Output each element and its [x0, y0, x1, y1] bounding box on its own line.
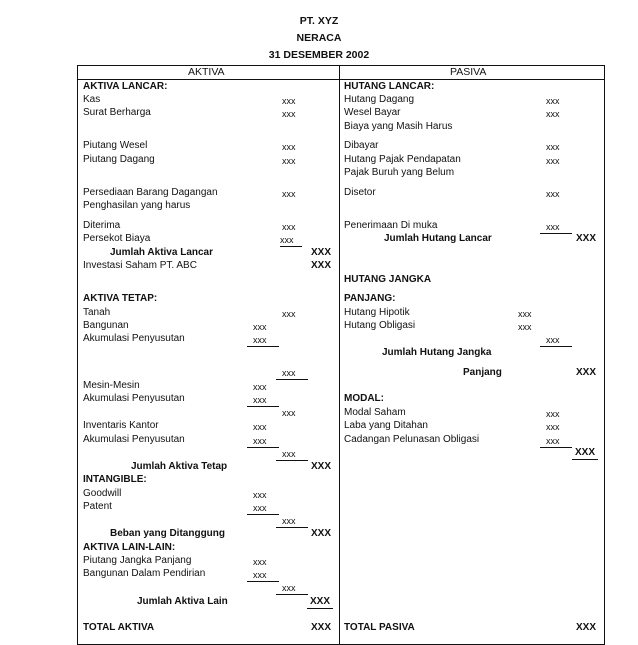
piutang-dagang-amount: xxx — [282, 156, 296, 166]
bangunan-label: Bangunan — [83, 320, 129, 331]
modal-saham-label: Modal Saham — [344, 407, 406, 418]
cadangan-amount: xxx — [540, 435, 572, 448]
laba-ditahan-amount: xxx — [546, 422, 560, 432]
goodwill-amount: xxx — [253, 490, 267, 500]
piutang-wesel-amount: xxx — [282, 142, 296, 152]
laba-ditahan-label: Laba yang Ditahan — [344, 420, 428, 431]
beban-label: Beban yang Ditanggung — [110, 528, 225, 539]
intangible-net-amount: xxx — [276, 515, 308, 528]
dibayar-label: Dibayar — [344, 140, 379, 151]
akumulasi-3-amount: xxx — [247, 435, 279, 448]
hutang-jangka-heading-2: PANJANG: — [344, 293, 396, 304]
inventaris-net-amount: xxx — [276, 448, 308, 461]
persediaan-label: Persediaan Barang Dagangan — [83, 187, 218, 198]
akumulasi-3-label: Akumulasi Penyusutan — [83, 434, 185, 445]
jumlah-hutang-jangka-label-1: Jumlah Hutang Jangka — [382, 347, 492, 358]
company-name: PT. XYZ — [299, 15, 339, 27]
piutang-wesel-label: Piutang Wesel — [83, 140, 148, 151]
modal-saham-amount: xxx — [546, 409, 560, 419]
surat-berharga-label: Surat Berharga — [83, 107, 151, 118]
tanah-label: Tanah — [83, 307, 111, 318]
hutang-obligasi-amount: xxx — [518, 322, 532, 332]
report-date: 31 DESEMBER 2002 — [268, 49, 370, 61]
hutang-dagang-amount: xxx — [546, 96, 560, 106]
inventaris-amount: xxx — [253, 422, 267, 432]
aktiva-lain-net-amount: xxx — [276, 582, 308, 595]
hutang-hipotik-amount: xxx — [518, 309, 532, 319]
akumulasi-1-label: Akumulasi Penyusutan — [83, 333, 185, 344]
wesel-bayar-label: Wesel Bayar — [344, 107, 401, 118]
dibayar-amount: xxx — [546, 142, 560, 152]
kas-amount: xxx — [282, 96, 296, 106]
piutang-dagang-label: Piutang Dagang — [83, 154, 155, 165]
bangunan-pendirian-label: Bangunan Dalam Pendirian — [83, 568, 206, 579]
column-divider — [339, 65, 340, 645]
jumlah-hutang-jangka-amount: XXX — [576, 367, 597, 378]
hutang-pajak-label: Hutang Pajak Pendapatan — [344, 154, 461, 165]
beban-amount: XXX — [311, 528, 332, 539]
penerimaan-label: Penerimaan Di muka — [344, 220, 438, 231]
persediaan-amount: xxx — [282, 189, 296, 199]
mesin-net-amount: xxx — [282, 408, 296, 418]
akumulasi-2-amount: xxx — [247, 394, 279, 407]
persekot-amount: xxx — [280, 234, 302, 247]
pajak-buruh-label: Pajak Buruh yang Belum — [344, 167, 455, 178]
diterima-label: Diterima — [83, 220, 121, 231]
total-aktiva-label: TOTAL AKTIVA — [83, 622, 155, 633]
bangunan-net-amount: xxx — [276, 367, 308, 380]
piutang-panjang-label: Piutang Jangka Panjang — [83, 555, 192, 566]
report-title: NERACA — [296, 32, 342, 44]
mesin-amount: xxx — [253, 382, 267, 392]
wesel-bayar-amount: xxx — [546, 109, 560, 119]
jumlah-hutang-lancar-label: Jumlah Hutang Lancar — [384, 233, 492, 244]
surat-berharga-amount: xxx — [282, 109, 296, 119]
goodwill-label: Goodwill — [83, 488, 122, 499]
hutang-dagang-label: Hutang Dagang — [344, 94, 415, 105]
hutang-pajak-amount: xxx — [546, 156, 560, 166]
header-rule — [77, 79, 605, 80]
jumlah-aktiva-lancar-amount: XXX — [311, 247, 332, 258]
modal-heading: MODAL: — [344, 393, 384, 404]
kas-label: Kas — [83, 94, 101, 105]
patent-label: Patent — [83, 501, 112, 512]
jumlah-modal-amount: XXX — [572, 447, 598, 460]
patent-amount: xxx — [247, 502, 279, 515]
mesin-label: Mesin-Mesin — [83, 380, 140, 391]
hutang-hipotik-label: Hutang Hipotik — [344, 307, 410, 318]
persekot-label: Persekot Biaya — [83, 233, 151, 244]
hutang-lancar-heading: HUTANG LANCAR: — [344, 81, 435, 92]
jumlah-aktiva-lain-label: Jumlah Aktiva Lain — [137, 596, 228, 607]
aktiva-lain-heading: AKTIVA LAIN-LAIN: — [83, 542, 176, 553]
inventaris-label: Inventaris Kantor — [83, 420, 159, 431]
penerimaan-amount: xxx — [540, 221, 572, 234]
hutang-jangka-heading-1: HUTANG JANGKA — [344, 274, 432, 285]
disetor-amount: xxx — [546, 189, 560, 199]
biaya-harus-label: Biaya yang Masih Harus — [344, 121, 453, 132]
tanah-amount: xxx — [282, 309, 296, 319]
jumlah-aktiva-lain-amount: XXX — [307, 596, 333, 609]
hutang-obligasi-label: Hutang Obligasi — [344, 320, 416, 331]
aktiva-tetap-heading: AKTIVA TETAP: — [83, 293, 158, 304]
jumlah-aktiva-tetap-label: Jumlah Aktiva Tetap — [131, 461, 228, 472]
total-aktiva-amount: XXX — [311, 622, 332, 633]
akumulasi-2-label: Akumulasi Penyusutan — [83, 393, 185, 404]
disetor-label: Disetor — [344, 187, 376, 198]
aktiva-lancar-heading: AKTIVA LANCAR: — [83, 81, 168, 92]
bangunan-pendirian-amount: xxx — [247, 569, 279, 582]
penghasilan-label: Penghasilan yang harus — [83, 200, 191, 211]
piutang-panjang-amount: xxx — [253, 557, 267, 567]
aktiva-column-title: AKTIVA — [188, 66, 225, 78]
jumlah-aktiva-lancar-label: Jumlah Aktiva Lancar — [110, 247, 214, 258]
jumlah-hutang-lancar-amount: XXX — [576, 233, 597, 244]
intangible-heading: INTANGIBLE: — [83, 474, 147, 485]
akumulasi-1-amount: xxx — [247, 334, 279, 347]
total-pasiva-amount: XXX — [576, 622, 597, 633]
bangunan-amount: xxx — [253, 322, 267, 332]
diterima-amount: xxx — [282, 222, 296, 232]
jumlah-aktiva-tetap-amount: XXX — [311, 461, 332, 472]
jumlah-hutang-jangka-label-2: Panjang — [463, 367, 502, 378]
investasi-label: Investasi Saham PT. ABC — [83, 260, 197, 271]
investasi-amount: XXX — [311, 260, 332, 271]
cadangan-label: Cadangan Pelunasan Obligasi — [344, 434, 480, 445]
pasiva-column-title: PASIVA — [450, 66, 487, 78]
hutang-jangka-net-amount: xxx — [540, 334, 572, 347]
total-pasiva-label: TOTAL PASIVA — [344, 622, 415, 633]
